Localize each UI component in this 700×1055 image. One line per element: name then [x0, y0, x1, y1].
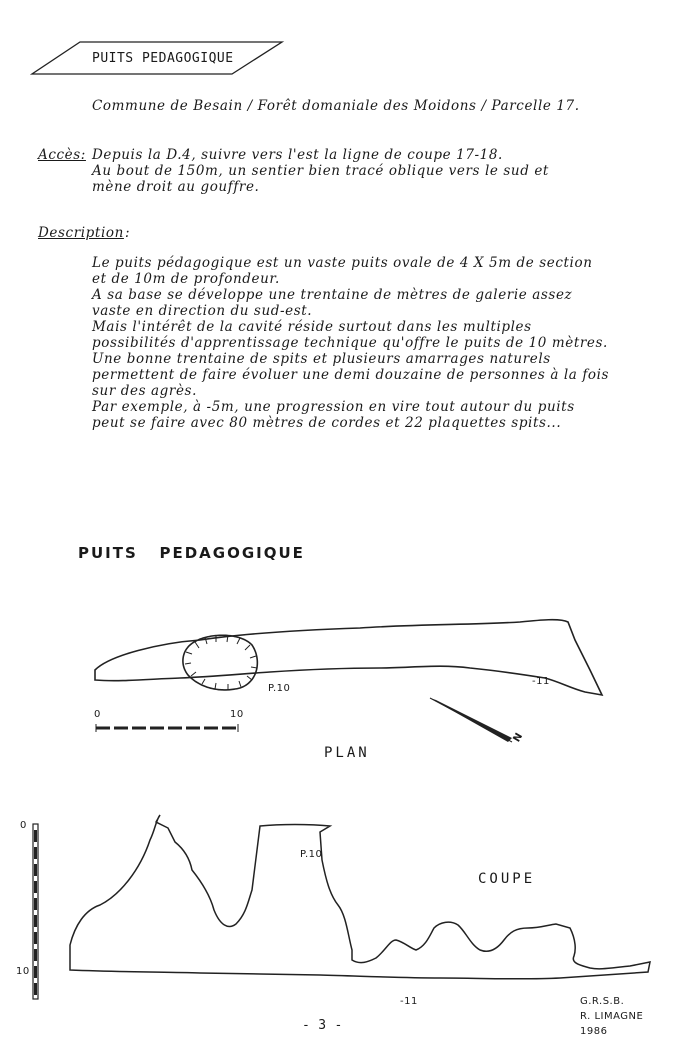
description-line: sur des agrès.: [92, 383, 197, 399]
coupe-scale-bar: [33, 824, 38, 999]
credit-line: R. LIMAGNE: [580, 1011, 644, 1022]
description-text: [92, 255, 609, 431]
description-label: Description: [38, 225, 124, 241]
page-number: - 3 -: [302, 1018, 343, 1033]
plan-depth-label: -11: [532, 676, 550, 687]
description-line: Mais l'intérêt de la cavité réside surtout dans les multiples: [92, 319, 532, 335]
credits: [580, 994, 643, 1039]
plan-north-label: N: [511, 730, 526, 745]
north-arrow-icon: [430, 698, 512, 742]
header-title: PUITS PEDAGOGIQUE: [92, 51, 234, 66]
coupe-cave-profile: [70, 815, 650, 979]
description-line: peut se faire avec 80 mètres de cordes et 22 plaquettes spits...: [92, 415, 562, 431]
description-line: Une bonne trentaine de spits et plusieurs amarrages naturels: [92, 351, 551, 367]
figure-title: PUITS PEDAGOGIQUE: [78, 544, 305, 562]
description-line: vaste en direction du sud-est.: [92, 303, 313, 319]
description-line: A sa base se développe une trentaine de mètres de galerie assez: [92, 287, 573, 303]
plan-scale-bar: [96, 724, 238, 732]
coupe-scale-top: 0: [20, 820, 27, 831]
coupe-scale-bottom: 10: [16, 966, 30, 977]
plan-scale-end: 10: [230, 709, 244, 720]
description-line: Par exemple, à -5m, une progression en vire tout autour du puits: [92, 399, 575, 415]
plan-pit-outline: [183, 635, 257, 690]
coupe-pit-label: P.10: [300, 849, 323, 860]
plan-scale-start: 0: [94, 709, 101, 720]
description-colon: :: [125, 225, 131, 241]
plan-label: PLAN: [324, 745, 370, 761]
coupe-label: COUPE: [478, 871, 536, 887]
access-text: [92, 147, 549, 195]
access-line: Au bout de 150m, un sentier bien tracé oblique vers le sud et: [92, 163, 549, 179]
coupe-depth-label: -11: [400, 996, 418, 1007]
access-line: mène droit au gouffre.: [92, 179, 260, 195]
location-line: Commune de Besain / Forêt domaniale des Moidons / Parcelle 17.: [92, 98, 580, 114]
description-line: possibilités d'apprentissage technique qu'offre le puits de 10 mètres.: [92, 335, 608, 351]
credit-line: G.R.S.B.: [580, 996, 625, 1007]
plan-gallery-outline: [95, 620, 602, 695]
access-label: Accès:: [38, 147, 86, 163]
credit-line: 1986: [580, 1026, 608, 1037]
description-line: et de 10m de profondeur.: [92, 271, 280, 287]
description-line: Le puits pédagogique est un vaste puits ovale de 4 X 5m de section: [92, 255, 593, 271]
access-line: Depuis la D.4, suivre vers l'est la ligne de coupe 17-18.: [92, 147, 503, 163]
plan-pit-label: P.10: [268, 683, 291, 694]
description-line: permettent de faire évoluer une demi douzaine de personnes à la fois: [92, 367, 610, 383]
